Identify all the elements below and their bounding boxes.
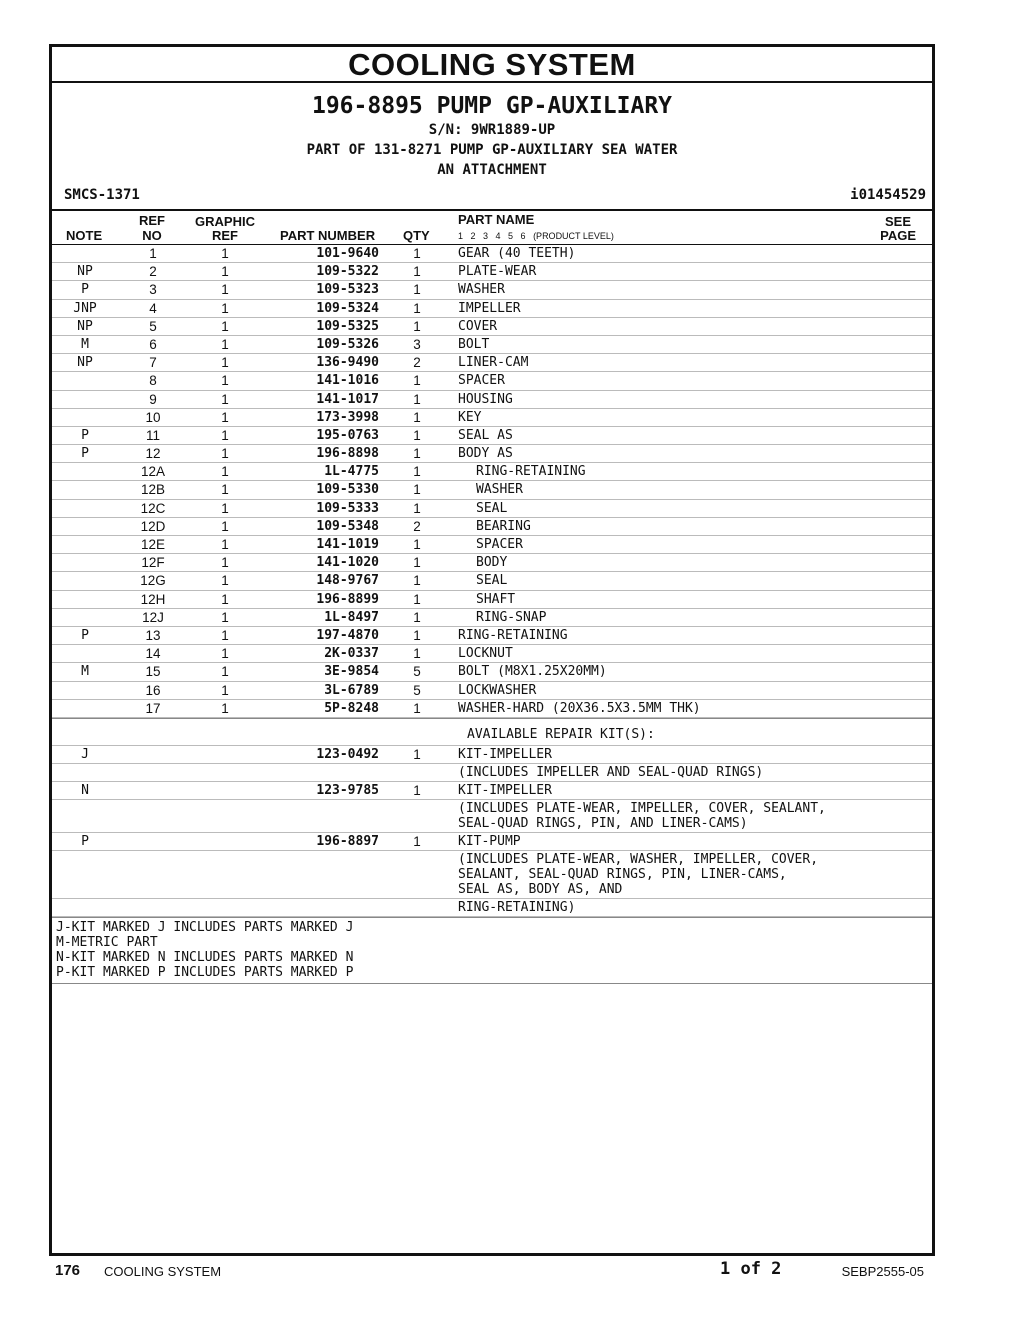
col-graphic-ref-top: GRAPHIC [195, 214, 255, 229]
table-row [52, 518, 932, 536]
part-ref-no: 5 [149, 318, 157, 334]
part-ref-no: 12G [140, 573, 166, 589]
table-row [52, 409, 932, 427]
part-ref-no: 12F [141, 555, 165, 571]
part-number: 148-9767 [316, 573, 379, 589]
kit-qty: 1 [413, 834, 421, 850]
table-row [52, 318, 932, 336]
kit-description [52, 764, 878, 781]
part-number: 136-9490 [316, 355, 379, 371]
part-qty: 1 [413, 300, 421, 316]
part-graphic-ref: 1 [221, 355, 229, 371]
kit-description-row [52, 764, 932, 782]
kit-description [52, 800, 878, 832]
footer-section: COOLING SYSTEM [104, 1264, 222, 1279]
part-name: WASHER [476, 482, 523, 498]
table-row [52, 682, 932, 700]
table-row [52, 554, 932, 572]
part-name: SEAL [476, 500, 508, 516]
part-graphic-ref: 1 [221, 627, 229, 643]
part-name: WASHER-HARD (20X36.5X3.5MM THK) [458, 700, 701, 716]
serial-number: S/N: 9WR1889-UP [428, 122, 556, 138]
part-name: PLATE-WEAR [458, 264, 537, 280]
table-row [52, 536, 932, 554]
part-graphic-ref: 1 [221, 700, 229, 716]
product-level-numbers: 1 2 3 4 5 6 [458, 231, 526, 241]
col-graphic-ref-bottom: REF [212, 228, 238, 243]
col-note: NOTE [66, 228, 103, 243]
part-graphic-ref: 1 [221, 282, 229, 298]
part-ref-no: 12C [140, 500, 166, 516]
part-number: 109-5324 [316, 300, 379, 316]
part-graphic-ref: 1 [221, 373, 229, 389]
kit-description-line: (INCLUDES PLATE-WEAR, IMPELLER, COVER, SEALANT, [458, 801, 826, 817]
part-name: SHAFT [476, 591, 516, 607]
part-ref-no: 4 [149, 300, 157, 316]
illustration-id: i01454529 [850, 187, 926, 203]
kit-name: KIT-IMPELLER [458, 746, 552, 762]
part-name: SPACER [458, 373, 505, 389]
part-number: 109-5333 [316, 500, 379, 516]
part-ref-no: 2 [149, 264, 157, 280]
table-row [52, 354, 932, 372]
part-number: 109-5325 [316, 318, 379, 334]
part-number: 3L-6789 [324, 682, 379, 698]
table-row [52, 609, 932, 627]
table-row [52, 300, 932, 318]
part-qty: 1 [413, 573, 421, 589]
part-name: RING-RETAINING [476, 464, 586, 480]
part-name: HOUSING [458, 391, 513, 407]
group-title: 196-8895 PUMP GP-AUXILIARY [311, 93, 673, 119]
table-row [52, 627, 932, 645]
part-number: 109-5348 [316, 518, 379, 534]
table-row [52, 445, 932, 463]
part-qty: 1 [413, 282, 421, 298]
part-ref-no: 16 [145, 682, 161, 698]
part-number: 3E-9854 [324, 664, 379, 680]
table-row [52, 591, 932, 609]
part-graphic-ref: 1 [221, 646, 229, 662]
part-qty: 1 [413, 409, 421, 425]
part-number: 2K-0337 [324, 646, 379, 662]
kit-description-line: (INCLUDES IMPELLER AND SEAL-QUAD RINGS) [458, 765, 764, 781]
part-number: 197-4870 [316, 627, 379, 643]
part-graphic-ref: 1 [221, 246, 229, 261]
part-ref-no: 17 [145, 700, 161, 716]
table-row [52, 263, 932, 281]
part-ref-no: 3 [149, 282, 157, 298]
kit-part-number: 123-9785 [316, 783, 379, 799]
parts-table [52, 245, 932, 718]
part-qty: 2 [413, 518, 421, 534]
part-name: RING-SNAP [476, 609, 547, 625]
part-number: 173-3998 [316, 409, 379, 425]
part-graphic-ref: 1 [221, 264, 229, 280]
part-ref-no: 6 [149, 336, 157, 352]
part-ref-no: 9 [149, 391, 157, 407]
part-qty: 1 [413, 427, 421, 443]
part-graphic-ref: 1 [221, 427, 229, 443]
col-ref-no-bottom: NO [142, 228, 162, 243]
part-graphic-ref: 1 [221, 591, 229, 607]
part-qty: 1 [413, 555, 421, 571]
part-name: BEARING [476, 518, 531, 534]
table-row [52, 245, 932, 263]
table-row [52, 645, 932, 663]
kit-description-line: SEALANT, SEAL-QUAD RINGS, PIN, LINER-CAMS, [458, 867, 787, 883]
part-ref-no: 12A [140, 464, 166, 480]
table-row [52, 481, 932, 499]
table-row [52, 700, 932, 718]
part-qty: 1 [413, 482, 421, 498]
part-number: 1L-8497 [324, 609, 379, 625]
part-qty: 1 [413, 318, 421, 334]
part-note: M [81, 336, 89, 352]
part-number: 141-1017 [316, 391, 379, 407]
part-ref-no: 13 [145, 627, 161, 643]
kit-description-row [52, 800, 932, 833]
part-name: BOLT (M8X1.25X20MM) [458, 664, 607, 680]
part-ref-no: 12D [140, 518, 166, 534]
part-ref-no: 12E [140, 537, 166, 552]
table-row [52, 663, 932, 681]
col-part-number: PART NUMBER [280, 228, 376, 243]
part-note: NP [77, 318, 93, 334]
note-line: N-KIT MARKED N INCLUDES PARTS MARKED N [56, 950, 354, 966]
part-graphic-ref: 1 [221, 682, 229, 698]
part-note: JNP [73, 300, 97, 316]
attachment-line: AN ATTACHMENT [437, 162, 547, 178]
part-graphic-ref: 1 [221, 609, 229, 625]
part-graphic-ref: 1 [221, 573, 229, 589]
part-ref-no: 14 [145, 646, 161, 662]
part-graphic-ref: 1 [221, 537, 229, 552]
column-headers [52, 211, 932, 245]
part-name: SEAL AS [458, 427, 513, 443]
part-qty: 1 [413, 500, 421, 516]
part-name: BODY AS [458, 446, 513, 462]
kit-qty: 1 [413, 783, 421, 799]
part-qty: 1 [413, 627, 421, 643]
part-qty: 5 [413, 682, 421, 698]
kit-row [52, 746, 932, 764]
page-title: COOLING SYSTEM [52, 47, 932, 83]
part-name: SEAL [476, 573, 508, 589]
part-number: 195-0763 [316, 427, 379, 443]
part-graphic-ref: 1 [221, 318, 229, 334]
kit-description-line: (INCLUDES PLATE-WEAR, WASHER, IMPELLER, COVER, [458, 852, 819, 868]
part-qty: 1 [413, 246, 421, 261]
part-qty: 1 [413, 700, 421, 716]
col-part-name: PART NAME [458, 212, 535, 227]
part-qty: 2 [413, 355, 421, 371]
part-graphic-ref: 1 [221, 555, 229, 571]
part-number: 109-5330 [316, 482, 379, 498]
part-qty: 1 [413, 464, 421, 480]
document-number: SEBP2555-05 [841, 1264, 924, 1279]
part-name: KEY [458, 409, 482, 425]
part-qty: 1 [413, 537, 421, 552]
part-name: RING-RETAINING [458, 627, 568, 643]
smcs-code: SMCS-1371 [64, 187, 140, 203]
col-ref-no-top: REF [139, 213, 165, 228]
part-qty: 3 [413, 336, 421, 352]
kit-description [52, 899, 878, 916]
part-number: 1L-4775 [324, 464, 379, 480]
kit-note: P [81, 834, 89, 850]
table-row [52, 500, 932, 518]
table-row [52, 463, 932, 481]
part-note: P [81, 627, 89, 643]
part-qty: 1 [413, 609, 421, 625]
kit-description-line: RING-RETAINING) [458, 900, 576, 916]
table-row [52, 427, 932, 445]
note-line: M-METRIC PART [56, 935, 158, 951]
part-number: 5P-8248 [324, 700, 379, 716]
part-number: 141-1016 [316, 373, 379, 389]
kit-note: J [81, 746, 89, 762]
part-graphic-ref: 1 [221, 446, 229, 462]
part-graphic-ref: 1 [221, 482, 229, 498]
note-line: P-KIT MARKED P INCLUDES PARTS MARKED P [56, 965, 354, 981]
table-row [52, 572, 932, 590]
col-see-page-bottom: PAGE [880, 228, 916, 243]
sheet-indicator: 1 of 2 [720, 1259, 782, 1279]
part-note: P [81, 282, 89, 298]
kit-name: KIT-IMPELLER [458, 783, 552, 799]
part-qty: 1 [413, 591, 421, 607]
part-graphic-ref: 1 [221, 409, 229, 425]
part-number: 109-5323 [316, 282, 379, 298]
part-number: 109-5322 [316, 264, 379, 280]
part-graphic-ref: 1 [221, 518, 229, 534]
part-number: 141-1020 [316, 555, 379, 571]
part-of-line: PART OF 131-8271 PUMP GP-AUXILIARY SEA WATER [306, 142, 678, 158]
repair-kits-table [52, 746, 932, 918]
part-graphic-ref: 1 [221, 336, 229, 352]
part-graphic-ref: 1 [221, 500, 229, 516]
part-note: P [81, 427, 89, 443]
part-number: 196-8898 [316, 446, 379, 462]
part-ref-no: 1 [149, 246, 157, 261]
part-number: 101-9640 [316, 246, 379, 261]
part-name: IMPELLER [458, 300, 521, 316]
kit-description [52, 851, 878, 898]
col-product-levels [458, 231, 614, 241]
kit-note: N [81, 783, 89, 799]
part-ref-no: 12B [140, 482, 166, 498]
kit-row [52, 833, 932, 851]
group-header [52, 83, 932, 211]
notes-legend [52, 917, 932, 984]
part-qty: 5 [413, 664, 421, 680]
table-row [52, 372, 932, 390]
part-name: WASHER [458, 282, 505, 298]
part-ref-no: 7 [149, 355, 157, 371]
part-ref-no: 12H [140, 591, 166, 607]
part-number: 109-5326 [316, 336, 379, 352]
part-qty: 1 [413, 446, 421, 462]
part-graphic-ref: 1 [221, 391, 229, 407]
table-row [52, 336, 932, 354]
part-graphic-ref: 1 [221, 664, 229, 680]
kit-description-line: SEAL-QUAD RINGS, PIN, AND LINER-CAMS) [458, 816, 748, 832]
part-qty: 1 [413, 264, 421, 280]
col-see-page-top: SEE [884, 214, 911, 229]
part-name: BOLT [458, 336, 490, 352]
repair-kits-title: AVAILABLE REPAIR KIT(S): [467, 726, 655, 742]
part-note: NP [77, 264, 93, 280]
part-ref-no: 12 [145, 446, 161, 462]
table-row [52, 281, 932, 299]
product-level-label: (PRODUCT LEVEL) [533, 231, 614, 241]
part-qty: 1 [413, 391, 421, 407]
note-line: J-KIT MARKED J INCLUDES PARTS MARKED J [56, 920, 354, 936]
kit-name: KIT-PUMP [458, 834, 521, 850]
part-ref-no: 11 [145, 427, 160, 443]
part-name: GEAR (40 TEETH) [458, 246, 576, 261]
kit-description-line: SEAL AS, BODY AS, AND [458, 882, 623, 898]
col-qty: QTY [403, 228, 430, 243]
part-name: LOCKNUT [458, 646, 513, 662]
part-ref-no: 15 [145, 664, 161, 680]
kit-part-number: 196-8897 [316, 834, 379, 850]
part-graphic-ref: 1 [221, 464, 229, 480]
part-ref-no: 10 [145, 409, 161, 425]
kit-row [52, 782, 932, 800]
part-name: COVER [458, 318, 498, 334]
part-ref-no: 8 [149, 373, 157, 389]
part-name: BODY [476, 555, 508, 571]
page-number: 176 [55, 1262, 81, 1279]
part-note: P [81, 446, 89, 462]
kit-description-row [52, 851, 932, 899]
kit-description-row [52, 899, 932, 917]
part-ref-no: 12J [142, 609, 164, 625]
kit-part-number: 123-0492 [316, 746, 379, 762]
part-name: SPACER [476, 537, 523, 552]
part-name: LOCKWASHER [458, 682, 537, 698]
part-number: 141-1019 [316, 537, 379, 552]
part-note: M [81, 664, 89, 680]
kit-qty: 1 [413, 746, 421, 762]
part-qty: 1 [413, 646, 421, 662]
part-note: NP [77, 355, 93, 371]
part-qty: 1 [413, 373, 421, 389]
repair-kits-heading [52, 718, 932, 746]
part-graphic-ref: 1 [221, 300, 229, 316]
table-row [52, 391, 932, 409]
parts-page-frame [49, 44, 935, 1256]
part-name: LINER-CAM [458, 355, 529, 371]
part-number: 196-8899 [316, 591, 379, 607]
page-footer [55, 1259, 940, 1281]
